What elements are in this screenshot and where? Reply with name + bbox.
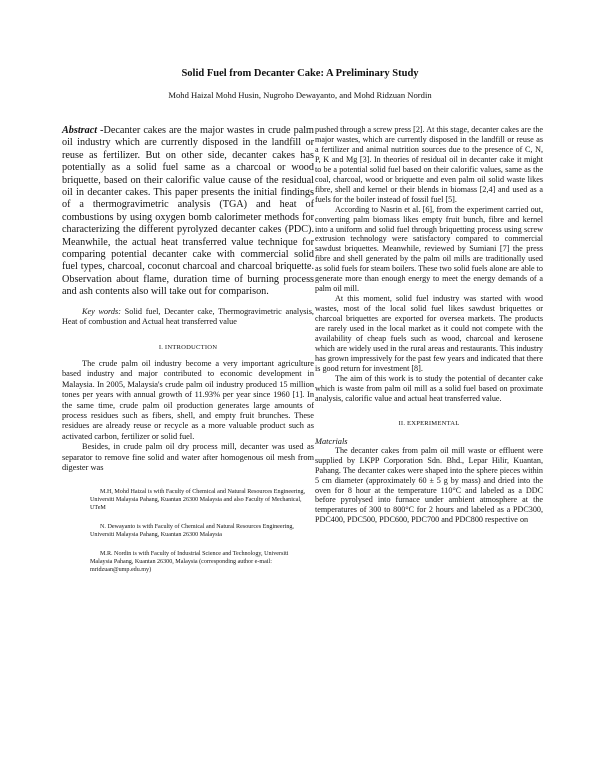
intro-paragraph-1: The crude palm oil industry become a very important agriculture based industry and major contributed to economic development in Malaysia. In 2005, Malaysia's crude palm oil industry produced 15 million tones per years with annual growth of 11.93% per year since 1960 [1]. In the same time, crude palm oil production generates large amounts of process residues such as fibers, shell, and empty fruit brunches. These residues are already reuse or recycle as a more valuable product such as activated carbon, fertilizer or solid fuel. xyxy=(62,358,314,441)
paper-title: Solid Fuel from Decanter Cake: A Preliminary Study xyxy=(181,68,419,79)
section-heading-introduction: I. INTRODUCTION xyxy=(158,343,218,351)
abstract xyxy=(62,125,314,299)
right-paragraph-3: At this moment, solid fuel industry was started with wood wastes, most of the local solid fuel likes sawdust briquettes or charcoal briquettes are exported for oversea markets. The products are rarely used in the local market as it could not compete with the availability of cheap fuels such as wood, charcoal and kerosene which are widely used in the rural areas and restaurants. This industry has grown impressively for the past few years and indicated that there is good return for investment [8]. xyxy=(315,294,543,373)
keywords-text: Solid fuel, Decanter cake, Thermogravimetric analysis, Heat of combustion and Actual heat transferred value xyxy=(62,306,314,327)
left-column xyxy=(62,125,314,585)
right-paragraph-2: According to Nasrin et al. [6], from the experiment carried out, converting palm biomass likes empty fruit bunch, fibre and kernel into a uniform and solid fuel through briquetting process using screw extrusion technology were satisfactory compared to commercial sawdust briquettes. Meanwhile, reviewed by Sumiani [7] the press fibre and shell generated by the palm oil mills are traditionally used as solid fuels for steam boilers. These two solid fuels alone are able to generate more than enough energy to meet the energy demands of a palm oil mill. xyxy=(315,204,543,294)
right-paragraph-4: The aim of this work is to study the potential of decanter cake which is waste from palm oil mill as a solid fuel based on proximate analysis, calorific value and actual heat transferred value. xyxy=(315,373,543,403)
materials-paragraph: The decanter cakes from palm oil mill waste or effluent were supplied by LKPP Corporation Sdn. Bhd., Lepar Hilir, Kuantan, Pahang. The decanter cakes were shaped into the sphere pieces within 5 cm diameter (approximately 60 ± 5 g by mass) and dried into the oven for 8 hour at the temperature 110°C and labeled as a DDC before pyrolysed into furnace under ambient atmosphere at the temperatures of 300 to 800°C for 2 hours and labeled as a PDC300, PDC400, PDC500, PDC600, PDC700 and PDC800 respective on xyxy=(315,445,543,525)
keywords-label: Key words: xyxy=(82,306,121,316)
footnote-1: M.H, Mohd Haizal is with Faculty of Chemical and Natural Resources Engineering, Universiti Malaysia Pahang, Kuantan 26300 Malaysia and also Faculty of Mechanical, UTeM xyxy=(90,488,306,511)
keywords xyxy=(62,307,314,328)
footnote-3: M.R. Nordin is with Faculty of Industrial Science and Technology, Universiti Malaysia Pahang, Kuantan 26300, Malaysia (corresponding author e-mail: mridzuan@ump.edu.my) xyxy=(90,551,289,574)
author-list: Mohd Haizal Mohd Husin, Nugroho Dewayanto, and Mohd Ridzuan Nordin xyxy=(168,90,432,100)
right-paragraph-1: pushed through a screw press [2]. At this stage, decanter cakes are the major wastes, which are currently disposed in the landfill or reuse as a fertilizer and animal nutrition sources due to the presence of C, N, P, K and Mg [3]. In theories of residual oil in decanter cake it might to be a potential solid fuel based on their calorific values, same as the coal, charcoal, wood or briquette and even palm oil solid waste likes fibre, shell and kernel or their blends in biomass [2,4] and used as a fuels for the boiler instead of fossil fuel [5]. xyxy=(315,125,543,204)
right-column xyxy=(315,125,543,525)
section-heading-experimental: II. EXPERIMENTAL xyxy=(398,419,460,427)
abstract-lead: Abstract - xyxy=(62,125,104,136)
author-footnotes xyxy=(62,488,314,575)
abstract-text: Decanter cakes are the major wastes in crude palm oil industry which are currently disposed in the landfill or reuse as fertilizer. But on other side, decanter cakes has potentially as a solid fuel same as a charcoal or wood briquette, based on their calorific value cause of the residual oil in decanter cakes. This paper presents the initial findings of a thermogravimetric analysis (TGA) and heat of combustions by using oxygen bomb calorimeter methods for characterizing the different pyrolyzed decanter cakes (PDC). Meanwhile, the actual heat transferred value technique for comparing potential decanter cake with commercial solid fuel types, charcoal, coconut charcoal and charcoal briquette. Observation about flame, duration time of burning process and ash contents also will take out for comparison. xyxy=(62,125,314,298)
intro-paragraph-2: Besides, in crude palm oil dry process mill, decanter was used as separator to remove fine solid and water after homogenous oil mesh from digester was xyxy=(62,442,314,473)
footnote-2: N. Dewayanto is with Faculty of Chemical and Natural Resources Engineering, Universiti Malaysia Pahang, Kuantan 26300 Malaysia xyxy=(90,523,294,539)
subsection-heading-materials: Matcrials xyxy=(315,436,348,446)
